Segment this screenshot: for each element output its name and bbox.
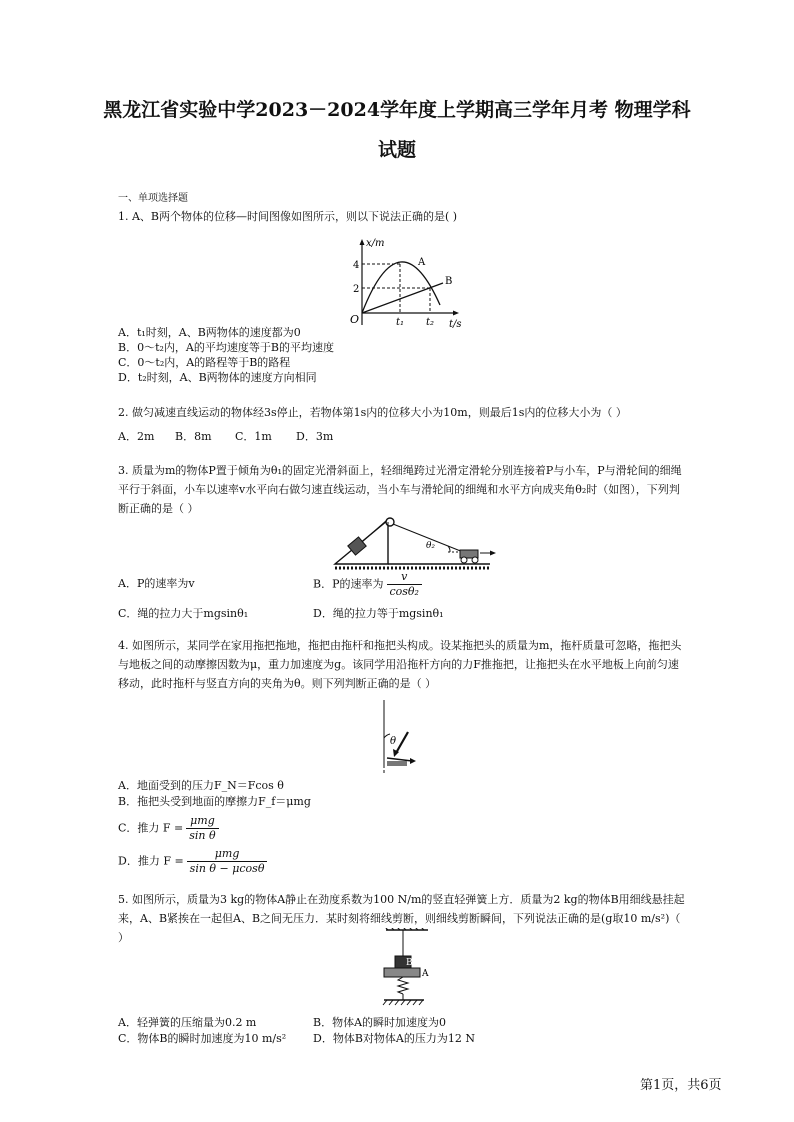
q4-option-c-prefix: C．推力 F = [118,821,184,835]
q4-option-c-numerator: μmg [186,814,218,829]
q4-mop-diagram [372,698,432,776]
exam-title-line1: 黑龙江省实验中学2023－2024学年度上学期高三学年月考 物理学科 [103,99,691,121]
q4-option-c-denominator: sin θ [189,829,216,842]
q3-option-a: A．P的速率为v [118,577,195,590]
q5-option-a: A．轻弹簧的压缩量为0.2 m [118,1016,257,1029]
q5-option-d: D．物体B对物体A的压力为12 N [313,1032,475,1045]
page-number-footer: 第1页，共6页 [640,1078,722,1093]
q4-option-d-denominator: sin θ − μcosθ [189,862,265,875]
q1-tick-4: 4 [353,260,360,271]
q4-option-c-fraction [186,814,218,843]
q1-option-a: A．t₁时刻，A、B两物体的速度都为0 [118,326,301,339]
q3-option-d: D．绳的拉力等于mgsinθ₁ [313,607,444,620]
q4-option-c [118,814,219,843]
exam-title-line2: 试题 [377,139,416,161]
q3-option-b-numerator: v [387,570,422,585]
q1-xt-graph [345,235,470,330]
q1-curve-a-label: A [418,257,426,268]
q3-theta2-label: θ₂ [426,541,436,551]
q5-spring-block-diagram [378,928,438,1008]
q5-stem: 5. 如图所示，质量为3 kg的物体A静止在劲度系数为100 N/m的竖直轻弹簧上方．质量为2 kg的物体B用细线悬挂起来，A、B紧挨在一起但A、B之间无压力．某时刻将细线剪断，则细线剪断瞬间，下列说法正确的是(g取10 m/s²)（ ） [118,893,685,944]
q3-option-c: C．绳的拉力大于mgsinθ₁ [118,607,249,620]
q1-stem: 1. A、B两个物体的位移—时间图像如图所示，则以下说法正确的是( ) [118,210,458,223]
q1-x-axis-label: t/s [449,319,462,330]
q2-option-a: A．2m [118,430,155,443]
q5-option-b: B．物体A的瞬时加速度为0 [313,1016,447,1029]
q3-option-b-prefix: B．P的速率为 [313,577,384,591]
q5-option-c: C．物体B的瞬时加速度为10 m/s² [118,1032,287,1045]
q4-option-d-numerator: μmg [187,847,268,862]
q1-tick-2: 2 [353,284,360,295]
q4-option-b: B．拖把头受到地面的摩擦力F_f＝μmg [118,795,311,808]
q1-option-d: D．t₂时刻，A、B两物体的速度方向相同 [118,371,317,384]
q5-block-a-label: A [422,969,429,979]
q1-option-b: B．0～t₂内，A的平均速度等于B的平均速度 [118,341,334,354]
q4-stem: 4. 如图所示，某同学在家用拖把拖地，拖把由拖杆和拖把头构成。设某拖把头的质量为m，拖杆质量可忽略，拖把头与地板之间的动摩擦因数为μ，重力加速度为g。该同学用沿拖杆方向的力F推拖把，让拖把头在水平地板上向前匀速移动，此时拖杆与竖直方向的夹角为θ。则下列判断正确的是（ ） [118,639,682,690]
q2-option-c: C．1m [235,430,272,443]
q3-option-b-denominator: cosθ₂ [389,585,419,598]
q4-option-a: A．地面受到的压力F_N＝Fcos θ [118,779,284,792]
q2-option-b: B．8m [175,430,212,443]
q1-tick-t1: t₁ [396,317,405,328]
q4-theta-label: θ [390,736,397,747]
q5-block-b-label: B [406,958,413,968]
q4-option-d-fraction [187,847,268,876]
q1-origin-label: O [350,313,360,326]
q1-tick-t2: t₂ [426,317,435,328]
q4-option-d [118,847,267,876]
q1-y-axis-label: x/m [366,238,385,249]
q3-option-b-fraction [387,570,422,599]
q3-option-b [313,570,422,599]
q1-option-c: C．0～t₂内，A的路程等于B的路程 [118,356,291,369]
section-heading: 一、单项选择题 [118,193,188,204]
q2-option-d: D．3m [296,430,334,443]
q3-stem: 3. 质量为m的物体P置于倾角为θ₁的固定光滑斜面上，轻细绳跨过光滑定滑轮分别连接着P与小车，P与滑轮间的细绳平行于斜面，小车以速率v水平向右做匀速直线运动，当小车与滑轮间的细绳和水平方向成夹角θ₂时（如图），下列判断正确的是（ ） [118,464,682,515]
q1-curve-b-label: B [445,276,453,287]
q3-incline-pulley-diagram [330,512,505,572]
q2-stem: 2. 做匀减速直线运动的物体经3s停止，若物体第1s内的位移大小为10m，则最后1s内的位移大小为（ ） [118,406,627,419]
q4-option-d-prefix: D．推力 F = [118,854,184,868]
